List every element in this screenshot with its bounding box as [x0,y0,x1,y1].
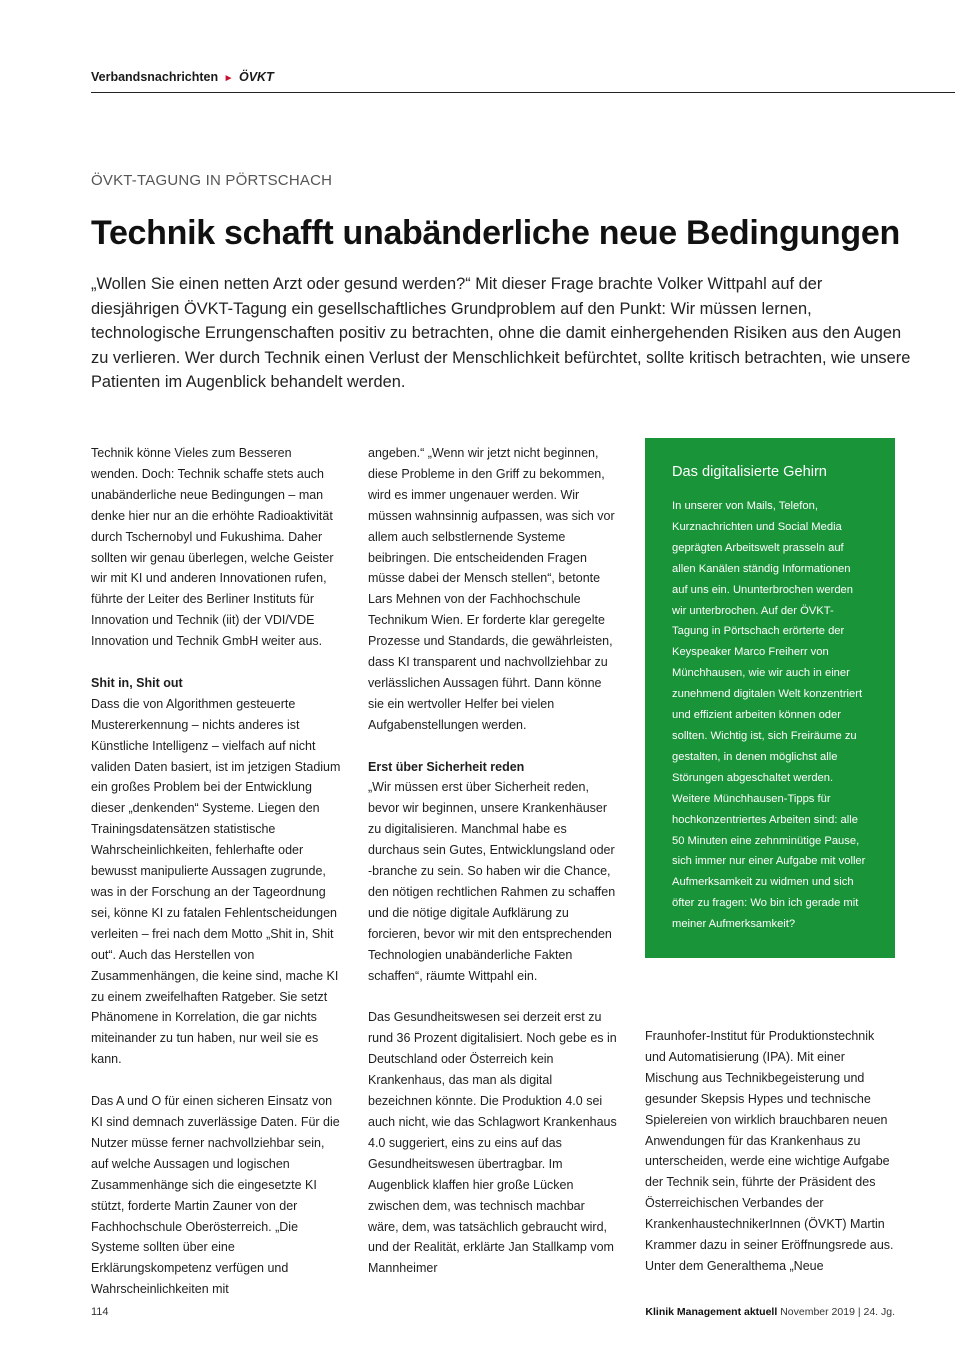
article-title: Technik schafft unabänderliche neue Bedingungen [91,214,900,252]
sidebar-title: Das digitalisierte Gehirn [672,464,827,480]
magazine-name: Klinik Management aktuell [645,1306,778,1318]
text-column-2 [368,443,618,1279]
paragraph: Technik könne Vieles zum Besseren wenden. Doch: Technik schaffe stets auch unabänderliche neue Bedingungen – man denke hier nur an die erhöhte Radioaktivität durch Tschernobyl und Fukushima. Daher sollten wir genau überlegen, welche Geister wir mit KI und anderen Innovationen rufen, führte der Leiter des Berliner Instituts für Innovation und Technik (iit) der VDI/VDE Innovation und Technik GmbH weiter aus. [91,446,334,649]
text-column-3 [645,1026,895,1277]
paragraph: Dass die von Algorithmen gesteuerte Mustererkennung – nichts anderes ist Künstliche Intelligenz – vielfach auf nicht validen Daten basiert, ist im jetzigen Stadium ein großes Problem bei der Entwicklung dieser „denkenden“ Systeme. Liegen den Trainingsdatensätzen statistische Wahrscheinlichkeiten, fehlerhafte oder bewusst manipulierte Aussagen zugrunde, was in der Forschung an der Tageordnung sei, könne KI zu fatalen Fehlentscheidungen verleiten – frei nach dem Motto „Shit in, Shit out“. Auch das Herstellen von Zusammenhängen, die keine sind, mache KI zu einem zweifelhaften Ratgeber. Sie setzt Phänomene in Korrelation, die gar nichts miteinander zu tun haben, nur weil sie es kann. [91,696,341,1067]
subheading: Shit in, Shit out [91,675,183,690]
subsection-name: ÖVKT [239,70,274,84]
paragraph: Das A und O für einen sicheren Einsatz von KI sind demnach zuverlässige Daten. Für die Nutzer müsse ferner nachvollziehbar sein, auf welche Aussagen und logischen Zusammenhänge sich die eingesetzte KI stützt, forderte Martin Zauner von der Fachhochschule Oberösterreich. „Die Systeme sollten über eine Erklärungskompetenz verfügen und Wahrscheinlichkeiten mit [91,1094,340,1297]
header-divider [91,92,955,93]
paragraph: „Wir müssen erst über Sicherheit reden, bevor wir beginnen, unsere Krankenhäuser zu digitalisieren. Manchmal habe es durchaus sein Gutes, Entwicklungsland oder -branche zu sein. So haben wir die Chance, den nötigen rechtlichen Rahmen zu schaffen und die nötige digitale Aufklärung zu forcieren, bevor wir mit den entsprechenden Technologien unabänderliche Fakten schaffen“, räumte Wittpahl ein. [368,780,616,983]
text-column-1 [91,443,341,1300]
paragraph: angeben.“ „Wenn wir jetzt nicht beginnen, diese Probleme in den Griff zu bekommen, wird es immer ungenauer werden. Wir müssen wahnsinnig aufpassen, was sich vor allem auch selbstlernende Systeme beibringen. Die entscheidenden Fragen müsse dabei der Mensch stellen“, betonte Lars Mehnen von der Fachhochschule Technikum Wien. Er forderte klar geregelte Prozesse und Standards, die gewährleisten, dass KI transparent und nachvollziehbar zu verlässlichen Aussagen führt. Dann könne sie ein wertvoller Helfer bei vielen Aufgabenstellungen werden. [368,446,615,732]
running-header [91,70,274,84]
issue-info: November 2019 | 24. Jg. [780,1306,895,1318]
sidebar-box [645,438,895,958]
page-number: 114 [91,1306,109,1318]
sidebar-text: In unserer von Mails, Telefon, Kurznachrichten und Social Media geprägten Arbeitswelt prasseln auf allen Kanälen ständig Informationen auf uns ein. Ununterbrochen werden wir unterbrochen. Auf der ÖVKT-Tagung in Pörtschach erörterte der Keyspeaker Marco Freiherr von Münchhausen, wie wir auch in einer zunehmend digitalen Welt konzentriert und effizient arbeiten können oder sollten. Wichtig ist, sich Freiräume zu gestalten, in denen möglichst alle Störungen abgeschaltet werden. Weitere Münchhausen-Tipps für hochkonzentriertes Arbeiten sind: alle 50 Minuten eine zehnminütige Pause, sich immer nur einer Aufgabe mit voller Aufmerksamkeit zu widmen und sich öfter zu fragen: Wo bin ich gerade mit meiner Aufmerksamkeit? [672,500,866,931]
paragraph: Fraunhofer-Institut für Produktionstechnik und Automatisierung (IPA). Mit einer Mischung aus Technikbegeisterung und gesunder Skepsis Hypes und technische Spielereien von wirklich brauchbaren neuen Anwendungen für das Krankenhaus zu unterscheiden, werde eine wichtige Aufgabe der Technik sein, führte der Präsident des Österreichischen Verbandes der KrankenhaustechnikerInnen (ÖVKT) Martin Krammer dazu in seiner Eröffnungsrede aus. Unter dem Generalthema „Neue [645,1029,894,1273]
arrow-right-icon: ► [223,73,234,84]
footer-publication [645,1306,895,1318]
section-name: Verbandsnachrichten [91,70,219,84]
paragraph: Das Gesundheitswesen sei derzeit erst zu rund 36 Prozent digitalisiert. Noch gebe es in Deutschland oder Österreich kein Krankenhaus, das man als digital bezeichnen könnte. Die Produktion 4.0 sei auch nicht, wie das Schlagwort Krankenhaus 4.0 suggeriert, eins zu eins auf das Gesundheitswesen übertragbar. Im Augenblick klaffen hier große Lücken zwischen dem, was technisch machbar wäre, dem, was tatsächlich gebraucht wird, und der Realität, erklärte Jan Stallkamp vom Mannheimer [368,1010,617,1276]
subheading: Erst über Sicherheit reden [368,759,525,774]
article-lead: „Wollen Sie einen netten Arzt oder gesund werden?“ Mit dieser Frage brachte Volker Wittpahl auf der diesjährigen ÖVKT-Tagung ein gesellschaftliches Grundproblem auf den Punkt: Wir müssen lernen, technologische Errungenschaften positiv zu betrachten, ohne die damit einhergehenden Risiken aus den Augen zu verlieren. Wer durch Technik einen Verlust der Menschlichkeit befürchtet, sollte kritisch betrachten, wie unsere Patienten im Augenblick behandelt werden. [91,275,911,392]
article-kicker: ÖVKT-TAGUNG IN PÖRTSCHACH [91,172,333,189]
